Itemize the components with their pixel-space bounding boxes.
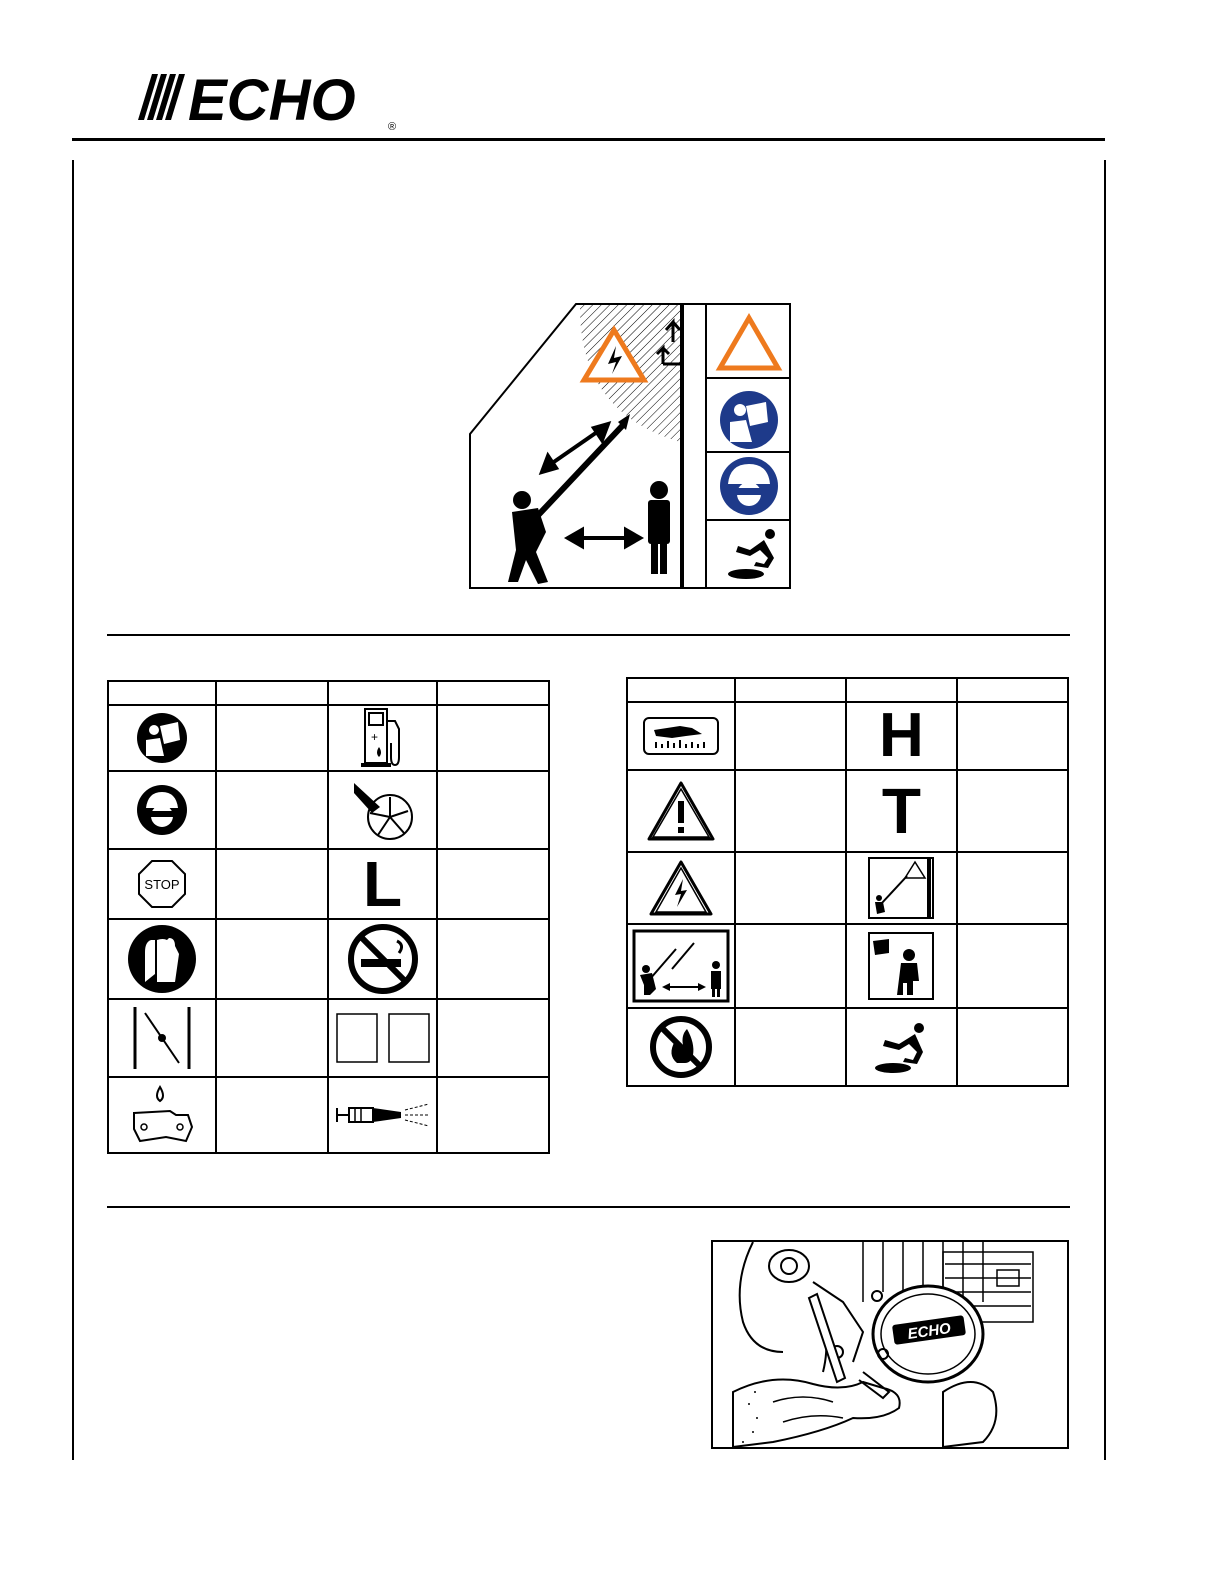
description-cell [437,771,549,849]
description-cell [957,852,1068,924]
left-margin-line [72,160,74,1460]
two-boxes-icon [328,999,436,1077]
description-cell [216,771,328,849]
read-manual-icon [720,391,778,449]
symbols-table-right [626,677,1069,1087]
starter-cover [873,1286,983,1382]
header-rule [72,138,1105,141]
description-cell [957,702,1068,770]
engine-illustration [711,1240,1069,1449]
letter-h: H [879,701,924,770]
column-header [328,681,436,705]
description-cell [735,702,846,770]
table-row [627,702,1068,770]
column-header [735,678,846,702]
warning-exclamation-icon [627,770,735,852]
letter-l-icon [328,849,436,919]
section-divider-1 [107,634,1070,636]
description-cell [216,849,328,919]
gloves-icon [108,919,216,999]
description-cell [957,924,1068,1008]
pole-pruner-overhead-icon [846,852,958,924]
letter-t: T [881,775,921,847]
read-manual-icon [108,705,216,771]
falling-object-icon [846,924,958,1008]
no-smoking-icon [328,919,436,999]
column-header [108,681,216,705]
description-cell [957,1008,1068,1086]
description-cell [957,770,1068,852]
description-cell [437,919,549,999]
column-header [216,681,328,705]
table-row [108,919,549,999]
column-header [627,678,735,702]
letter-t-icon [846,770,958,852]
description-cell [437,999,549,1077]
eye-ear-head-protection-icon [108,771,216,849]
chain-oil-icon [108,1077,216,1153]
table-row [627,852,1068,924]
table-row [627,924,1068,1008]
safety-label-figure [468,302,792,590]
keep-distance-icon [627,924,735,1008]
slip-fall-icon [846,1008,958,1086]
choke-lever-icon [108,999,216,1077]
stop-label: STOP [144,877,180,892]
description-cell [437,1077,549,1153]
head-protection-icon [720,457,778,515]
table-row [108,999,549,1077]
description-cell [216,999,328,1077]
echo-logo [138,68,408,134]
letter-h-icon [846,702,958,770]
hot-surface-hand-icon [627,702,735,770]
description-cell [216,1077,328,1153]
no-fire-icon [627,1008,735,1086]
description-cell [735,770,846,852]
table-row [108,705,549,771]
description-cell [437,705,549,771]
column-header [846,678,958,702]
description-cell [216,919,328,999]
section-divider-2 [107,1206,1070,1208]
table-header-row [108,681,549,705]
svg-text:+: + [370,730,378,744]
description-cell [735,924,846,1008]
table-row [627,770,1068,852]
description-cell [437,849,549,919]
letter-l: L [363,848,403,920]
description-cell [216,705,328,771]
brand-text: ECHO [188,68,356,133]
description-cell [735,852,846,924]
table-row [108,771,549,849]
primer-bulb-icon [328,1077,436,1153]
symbols-table-left [107,680,550,1154]
registered-mark: ® [388,121,397,133]
fuel-pump-icon [328,705,436,771]
table-header-row [627,678,1068,702]
electric-shock-icon [627,852,735,924]
column-header [957,678,1068,702]
column-header [437,681,549,705]
hand-starter-icon [328,771,436,849]
cover-brand-text: ECHO [906,1320,952,1343]
table-row [108,849,549,919]
right-margin-line [1104,160,1106,1460]
stop-sign-icon [108,849,216,919]
table-row [627,1008,1068,1086]
table-row [108,1077,549,1153]
description-cell [735,1008,846,1086]
